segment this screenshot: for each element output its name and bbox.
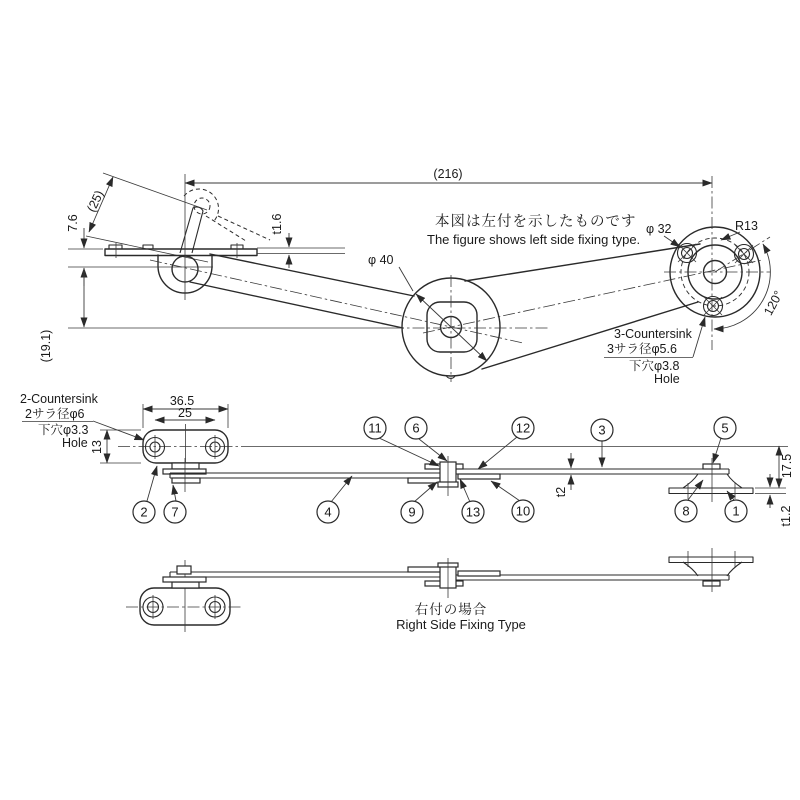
svg-text:11: 11: [368, 420, 382, 436]
balloon-9: [401, 501, 423, 523]
svg-text:下穴φ3.8: 下穴φ3.8: [629, 359, 680, 373]
countersink-note-right: [607, 327, 693, 386]
balloon-2: [133, 501, 155, 523]
dim-36-5-label: 36.5: [169, 394, 195, 408]
dim-r13-label: R13: [735, 219, 758, 233]
balloon-12: [512, 417, 534, 439]
dim-25-label: 25: [178, 406, 192, 420]
svg-text:2サラ径φ6: 2サラ径φ6: [25, 407, 85, 421]
svg-text:Hole: Hole: [654, 372, 680, 386]
balloon-5: [714, 417, 736, 439]
svg-text:4: 4: [324, 504, 332, 520]
svg-text:8: 8: [682, 503, 690, 519]
balloon-13: [462, 501, 484, 523]
middle-view-drawing: [22, 404, 788, 508]
svg-text:10: 10: [515, 503, 531, 519]
balloon-4: [317, 501, 339, 523]
svg-text:3: 3: [598, 422, 606, 438]
svg-text:下穴φ3.3: 下穴φ3.3: [38, 423, 89, 437]
balloon-6: [405, 417, 427, 439]
balloon-1: [725, 500, 747, 522]
svg-text:9: 9: [408, 504, 416, 520]
svg-text:3-Countersink: 3-Countersink: [614, 327, 692, 341]
dim-t2-label: t2: [554, 486, 568, 498]
balloon-10: [512, 500, 534, 522]
svg-text:1: 1: [732, 503, 740, 519]
balloon-7: [164, 501, 186, 523]
dim-216-label: (216): [433, 167, 463, 181]
bottom-label-english: Right Side Fixing Type: [396, 617, 526, 632]
svg-text:13: 13: [465, 504, 481, 520]
dim-13-label: 13: [90, 440, 104, 454]
svg-text:Hole: Hole: [62, 436, 88, 450]
note-japanese: 本図は左付を示したものです: [435, 214, 637, 230]
svg-text:3サラ径φ5.6: 3サラ径φ5.6: [607, 342, 677, 356]
svg-text:7: 7: [171, 504, 179, 520]
balloon-8: [675, 500, 697, 522]
bottom-label-japanese: 右付の場合: [414, 602, 488, 617]
dim-19-1-label: (19.1): [39, 329, 53, 363]
svg-text:12: 12: [515, 420, 531, 436]
dim-phi40-label: φ 40: [368, 253, 394, 267]
dim-25-offset-label: (25): [84, 188, 107, 215]
balloon-11: [364, 417, 386, 439]
dim-phi32-label: φ 32: [646, 222, 672, 236]
dim-17-5-label: 17.5: [780, 453, 794, 479]
svg-text:5: 5: [721, 420, 729, 436]
note-english: The figure shows left side fixing type.: [427, 232, 641, 247]
svg-text:6: 6: [412, 420, 420, 436]
dim-t1-6-label: t1.6: [270, 213, 284, 235]
svg-text:2: 2: [140, 504, 148, 520]
dim-t1-2-label: t1.2: [779, 505, 793, 527]
dim-7-6-label: 7.6: [66, 214, 80, 232]
dim-120-label: 120°: [761, 288, 786, 318]
countersink-note-left: [20, 392, 99, 450]
svg-text:2-Countersink: 2-Countersink: [20, 392, 98, 406]
balloon-3: [591, 419, 613, 441]
